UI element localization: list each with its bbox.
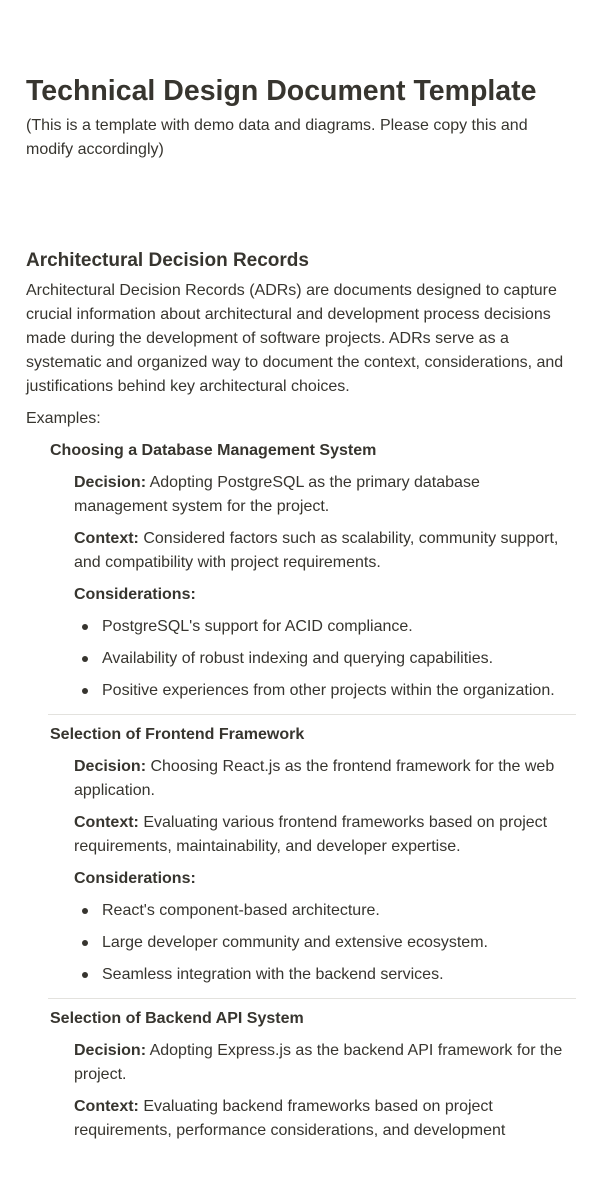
adr-section <box>26 248 576 1143</box>
decision-field <box>74 755 576 803</box>
considerations-label: Considerations: <box>74 586 196 603</box>
bullet-icon <box>82 908 88 914</box>
list-item <box>74 931 576 955</box>
divider <box>48 998 576 999</box>
list-item <box>74 615 576 639</box>
context-label: Context: <box>74 814 139 831</box>
decision-field <box>74 471 576 519</box>
bullet-icon <box>82 972 88 978</box>
list-item-text: Availability of robust indexing and querying capabilities. <box>102 650 494 667</box>
example-title: Selection of Frontend Framework <box>50 726 305 743</box>
section-intro: Architectural Decision Records (ADRs) are documents designed to capture crucial information about architectural and development process decisions made during the development of software projects. ADRs serve as a systematic and organized way to document the context, considerations, and justifications behind key architectural choices. <box>26 282 564 395</box>
example-block <box>48 723 576 999</box>
bullet-icon <box>82 656 88 662</box>
context-field <box>74 1095 576 1143</box>
list-item-text: Large developer community and extensive ecosystem. <box>102 934 488 951</box>
page-title: Technical Design Document Template <box>26 75 537 107</box>
divider <box>48 714 576 715</box>
context-field <box>74 811 576 859</box>
decision-text: Adopting PostgreSQL as the primary database management system for the project. <box>74 474 480 515</box>
context-text: Evaluating various frontend frameworks based on project requirements, maintainability, and developer expertise. <box>74 814 548 855</box>
example-body <box>74 471 576 703</box>
decision-text: Choosing React.js as the frontend framework for the web application. <box>74 758 555 799</box>
list-item-text: React's component-based architecture. <box>102 902 380 919</box>
page-subtitle: (This is a template with demo data and diagrams. Please copy this and modify accordingly) <box>26 117 528 158</box>
example-block <box>48 439 576 715</box>
example-title: Selection of Backend API System <box>50 1010 304 1027</box>
decision-label: Decision: <box>74 474 147 491</box>
example-block <box>48 1007 576 1143</box>
list-item-text: PostgreSQL's support for ACID compliance. <box>102 618 413 635</box>
considerations-list <box>74 899 576 987</box>
list-item <box>74 679 576 703</box>
list-item <box>74 963 576 987</box>
considerations-label: Considerations: <box>74 870 196 887</box>
decision-label: Decision: <box>74 758 147 775</box>
section-heading: Architectural Decision Records <box>26 250 309 271</box>
considerations-list <box>74 615 576 703</box>
context-label: Context: <box>74 1098 139 1115</box>
list-item <box>74 647 576 671</box>
context-label: Context: <box>74 530 139 547</box>
decision-field <box>74 1039 576 1087</box>
example-body <box>74 1039 576 1143</box>
example-body <box>74 755 576 987</box>
bullet-icon <box>82 940 88 946</box>
examples-label: Examples: <box>26 410 101 427</box>
decision-text: Adopting Express.js as the backend API framework for the project. <box>74 1042 563 1083</box>
list-item-text: Positive experiences from other projects within the organization. <box>102 682 555 699</box>
bullet-icon <box>82 688 88 694</box>
decision-label: Decision: <box>74 1042 147 1059</box>
context-field <box>74 527 576 575</box>
bullet-icon <box>82 624 88 630</box>
context-text: Considered factors such as scalability, community support, and compatibility with project requirements. <box>74 530 559 571</box>
list-item <box>74 899 576 923</box>
list-item-text: Seamless integration with the backend services. <box>102 966 444 983</box>
context-text: Evaluating backend frameworks based on project requirements, performance considerations, and development <box>74 1098 506 1139</box>
example-title: Choosing a Database Management System <box>50 442 377 459</box>
